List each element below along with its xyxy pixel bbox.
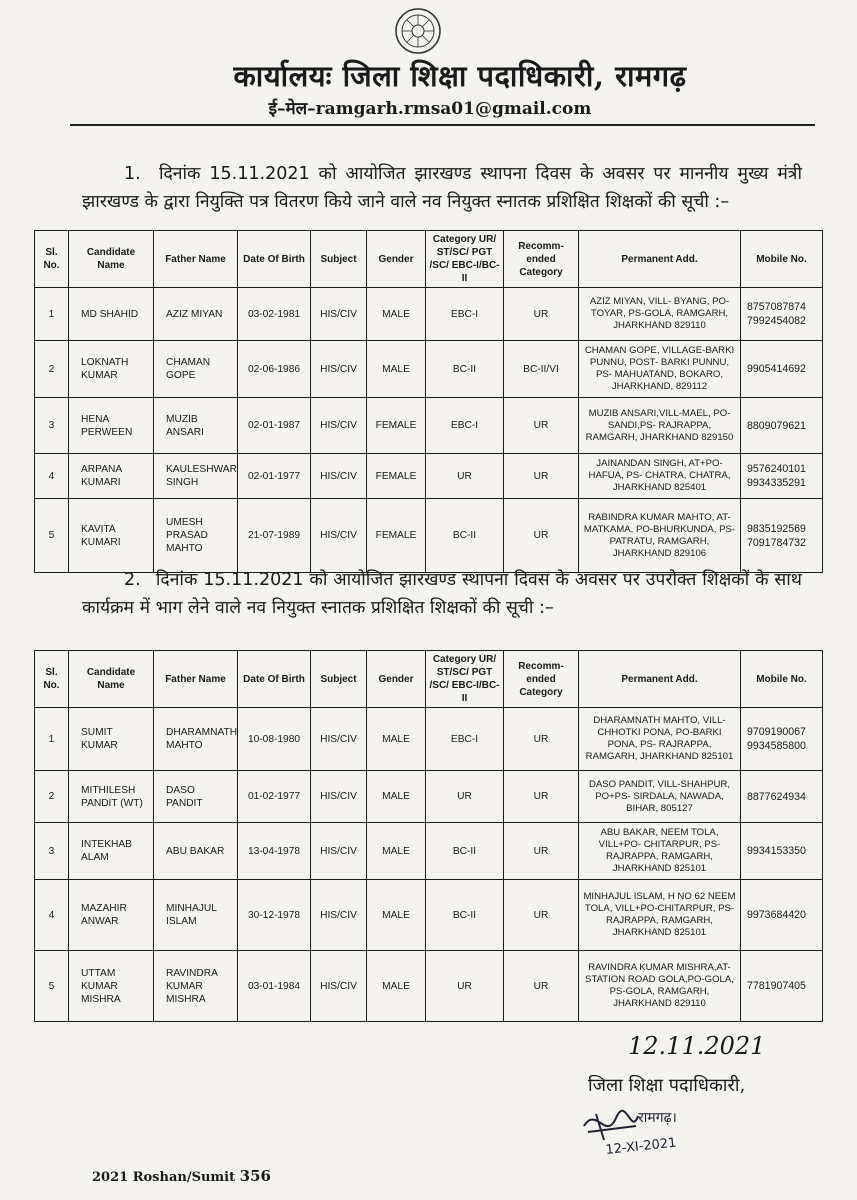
cell-subject: HIS/CIV [311, 880, 367, 951]
column-header: Recomm-ended Category [504, 651, 579, 708]
footer-page-number: 356 [239, 1167, 271, 1185]
cell-dob: 13-04-1978 [238, 823, 311, 880]
column-header: Permanent Add. [579, 651, 741, 708]
cell-dob: 02-06-1986 [238, 341, 311, 398]
cell-category: UR [426, 771, 504, 823]
cell-subject: HIS/CIV [311, 499, 367, 573]
table-row [35, 398, 823, 454]
teachers-table-1 [34, 230, 823, 573]
cell-sl-no: 1 [35, 708, 69, 771]
cell-father-name: ABU BAKAR [154, 823, 238, 880]
cell-sl-no: 3 [35, 398, 69, 454]
cell-father-name: MINHAJUL ISLAM [154, 880, 238, 951]
table-row [35, 880, 823, 951]
cell-gender: FEMALE [367, 454, 426, 499]
emblem-seal-icon [394, 6, 442, 56]
cell-permanent-address: DASO PANDIT, VILL-SHAHPUR, PO+PS- SIRDALA, NAWADA, BIHAR, 805127 [579, 771, 741, 823]
cell-permanent-address: MINHAJUL ISLAM, H NO 62 NEEM TOLA, VILL+PO-CHITARPUR, PS- RAJRAPPA, RAMGARH, JHARKHAND 825101 [579, 880, 741, 951]
column-header: Mobile No. [741, 231, 823, 288]
cell-mobile: 8757087874 7992454082 [741, 288, 823, 341]
cell-recommended-category: UR [504, 823, 579, 880]
cell-permanent-address: JAINANDAN SINGH, AT+PO-HAFUA, PS- CHATRA, CHATRA, JHARKHAND 825401 [579, 454, 741, 499]
column-header: Gender [367, 231, 426, 288]
cell-subject: HIS/CIV [311, 288, 367, 341]
cell-dob: 03-01-1984 [238, 951, 311, 1022]
column-header: Candidate Name [69, 231, 154, 288]
cell-category: BC-II [426, 499, 504, 573]
column-header: Category UR/ ST/SC/ PGT /SC/ EBC-I/BC-II [426, 231, 504, 288]
cell-father-name: DHARAMNATH MAHTO [154, 708, 238, 771]
cell-subject: HIS/CIV [311, 341, 367, 398]
cell-mobile: 9576240101 9934335291 [741, 454, 823, 499]
cell-dob: 03-02-1981 [238, 288, 311, 341]
cell-dob: 02-01-1977 [238, 454, 311, 499]
teachers-table-2 [34, 650, 823, 1022]
cell-category: EBC-I [426, 398, 504, 454]
cell-gender: MALE [367, 951, 426, 1022]
cell-gender: MALE [367, 708, 426, 771]
column-header: Candidate Name [69, 651, 154, 708]
cell-sl-no: 1 [35, 288, 69, 341]
table-header-row [35, 651, 823, 708]
cell-candidate-name: MITHILESH PANDIT (WT) [69, 771, 154, 823]
table-row [35, 708, 823, 771]
cell-permanent-address: MUZIB ANSARI,VILL-MAEL, PO-SANDI,PS- RAJRAPPA, RAMGARH, JHARKHAND 829150 [579, 398, 741, 454]
cell-permanent-address: DHARAMNATH MAHTO, VILL-CHHOTKI PONA, PO-BARKI PONA, PS- RAJRAPPA, RAMGARH, JHARKHAND 825101 [579, 708, 741, 771]
cell-dob: 10-08-1980 [238, 708, 311, 771]
cell-recommended-category: UR [504, 951, 579, 1022]
cell-candidate-name: MD SHAHID [69, 288, 154, 341]
cell-candidate-name: HENA PERWEEN [69, 398, 154, 454]
cell-sl-no: 4 [35, 880, 69, 951]
cell-mobile: 8809079621 [741, 398, 823, 454]
cell-gender: MALE [367, 771, 426, 823]
cell-dob: 01-02-1977 [238, 771, 311, 823]
cell-father-name: MUZIB ANSARI [154, 398, 238, 454]
cell-permanent-address: RABINDRA KUMAR MAHTO, AT- MATKAMA, PO-BHURKUNDA, PS-PATRATU, RAMGARH, JHARKHAND 829106 [579, 499, 741, 573]
table-row [35, 454, 823, 499]
cell-father-name: CHAMAN GOPE [154, 341, 238, 398]
handwritten-signature-icon [576, 1096, 726, 1160]
cell-recommended-category: UR [504, 880, 579, 951]
cell-mobile: 9934153350 [741, 823, 823, 880]
section-1-text: दिनांक 15.11.2021 को आयोजित झारखण्ड स्थापना दिवस के अवसर पर माननीय मुख्य मंत्री झारखण्ड के द्वारा नियुक्ति पत्र वितरण किये जाने वाले नव नियुक्त स्नातक प्रशिक्षित शिक्षकों की सूची :– [82, 164, 802, 212]
cell-recommended-category: UR [504, 288, 579, 341]
cell-category: UR [426, 951, 504, 1022]
svg-text:रामगढ़।: रामगढ़। [638, 1110, 677, 1126]
cell-recommended-category: UR [504, 708, 579, 771]
cell-category: BC-II [426, 341, 504, 398]
cell-category: EBC-I [426, 288, 504, 341]
cell-recommended-category: UR [504, 454, 579, 499]
cell-gender: FEMALE [367, 398, 426, 454]
table-body [35, 708, 823, 1022]
cell-sl-no: 5 [35, 499, 69, 573]
column-header: Subject [311, 231, 367, 288]
cell-mobile: 7781907405 [741, 951, 823, 1022]
cell-mobile: 8877624934 [741, 771, 823, 823]
cell-permanent-address: CHAMAN GOPE, VILLAGE-BARKI PUNNU, POST- BARKI PUNNU, PS- MAHUATAND, BOKARO, JHARKHAND, 829112 [579, 341, 741, 398]
footer-reference-text: 2021 Roshan/Sumit [92, 1170, 236, 1185]
cell-father-name: DASO PANDIT [154, 771, 238, 823]
cell-recommended-category: UR [504, 771, 579, 823]
section-2-heading [82, 566, 802, 622]
svg-text:12-XI-2021: 12-XI-2021 [604, 1135, 678, 1158]
footer-reference [92, 1167, 312, 1185]
column-header: Mobile No. [741, 651, 823, 708]
cell-dob: 30-12-1978 [238, 880, 311, 951]
section-2-text: दिनांक 15.11.2021 को आयोजित झारखण्ड स्थापना दिवस के अवसर पर उपरोक्त शिक्षकों के साथ कार्यक्रम में भाग लेने वाले नव नियुक्त स्नातक प्रशिक्षित शिक्षकों की सूची :– [82, 570, 802, 618]
table-row [35, 499, 823, 573]
column-header: Sl. No. [35, 651, 69, 708]
cell-candidate-name: ARPANA KUMARI [69, 454, 154, 499]
cell-sl-no: 5 [35, 951, 69, 1022]
cell-category: EBC-I [426, 708, 504, 771]
column-header: Date Of Birth [238, 231, 311, 288]
cell-gender: MALE [367, 288, 426, 341]
table-row [35, 341, 823, 398]
header-divider [70, 124, 815, 126]
cell-candidate-name: UTTAM KUMAR MISHRA [69, 951, 154, 1022]
cell-subject: HIS/CIV [311, 771, 367, 823]
cell-candidate-name: KAVITA KUMARI [69, 499, 154, 573]
cell-permanent-address: RAVINDRA KUMAR MISHRA,AT- STATION ROAD GOLA,PO-GOLA, PS-GOLA, RAMGARH, JHARKHAND 829110 [579, 951, 741, 1022]
column-header: Gender [367, 651, 426, 708]
column-header: Father Name [154, 651, 238, 708]
cell-subject: HIS/CIV [311, 951, 367, 1022]
office-email: ई–मेल–ramgarh.rmsa01@gmail.com [268, 99, 592, 119]
cell-candidate-name: MAZAHIR ANWAR [69, 880, 154, 951]
cell-sl-no: 4 [35, 454, 69, 499]
cell-gender: FEMALE [367, 499, 426, 573]
table-row [35, 823, 823, 880]
cell-gender: MALE [367, 341, 426, 398]
cell-father-name: AZIZ MIYAN [154, 288, 238, 341]
section-1-heading [82, 160, 802, 216]
cell-recommended-category: UR [504, 499, 579, 573]
cell-recommended-category: UR [504, 398, 579, 454]
office-title: कार्यालयः जिला शिक्षा पदाधिकारी, रामगढ़ [233, 59, 687, 93]
cell-category: BC-II [426, 880, 504, 951]
column-header: Father Name [154, 231, 238, 288]
section-1-number: 1. [124, 164, 141, 184]
cell-permanent-address: AZIZ MIYAN, VILL- BYANG, PO-TOYAR, PS-GOLA, RAMGARH, JHARKHAND 829110 [579, 288, 741, 341]
cell-father-name: KAULESHWAR SINGH [154, 454, 238, 499]
cell-mobile: 9905414692 [741, 341, 823, 398]
cell-recommended-category: BC-II/VI [504, 341, 579, 398]
column-header: Recomm-ended Category [504, 231, 579, 288]
table-row [35, 771, 823, 823]
cell-gender: MALE [367, 823, 426, 880]
section-2-number: 2. [124, 570, 141, 590]
cell-father-name: UMESH PRASAD MAHTO [154, 499, 238, 573]
cell-candidate-name: SUMIT KUMAR [69, 708, 154, 771]
signature-date: 12.11.2021 [628, 1032, 766, 1060]
cell-mobile: 9835192569 7091784732 [741, 499, 823, 573]
column-header: Subject [311, 651, 367, 708]
cell-subject: HIS/CIV [311, 823, 367, 880]
cell-subject: HIS/CIV [311, 398, 367, 454]
cell-mobile: 9709190067 9934585800 [741, 708, 823, 771]
table-header-row [35, 231, 823, 288]
cell-dob: 21-07-1989 [238, 499, 311, 573]
cell-father-name: RAVINDRA KUMAR MISHRA [154, 951, 238, 1022]
signatory-designation: जिला शिक्षा पदाधिकारी, [588, 1075, 746, 1096]
column-header: Sl. No. [35, 231, 69, 288]
table-row [35, 288, 823, 341]
cell-sl-no: 3 [35, 823, 69, 880]
cell-gender: MALE [367, 880, 426, 951]
cell-dob: 02-01-1987 [238, 398, 311, 454]
cell-mobile: 9973684420 [741, 880, 823, 951]
cell-candidate-name: INTEKHAB ALAM [69, 823, 154, 880]
cell-category: UR [426, 454, 504, 499]
cell-candidate-name: LOKNATH KUMAR [69, 341, 154, 398]
cell-subject: HIS/CIV [311, 454, 367, 499]
column-header: Permanent Add. [579, 231, 741, 288]
column-header: Date Of Birth [238, 651, 311, 708]
table-body [35, 288, 823, 573]
cell-permanent-address: ABU BAKAR, NEEM TOLA, VILL+PO- CHITARPUR, PS-RAJRAPPA, RAMGARH, JHARKHAND 825101 [579, 823, 741, 880]
cell-sl-no: 2 [35, 341, 69, 398]
cell-subject: HIS/CIV [311, 708, 367, 771]
cell-category: BC-II [426, 823, 504, 880]
table-row [35, 951, 823, 1022]
cell-sl-no: 2 [35, 771, 69, 823]
column-header: Category UR/ ST/SC/ PGT /SC/ EBC-I/BC-II [426, 651, 504, 708]
